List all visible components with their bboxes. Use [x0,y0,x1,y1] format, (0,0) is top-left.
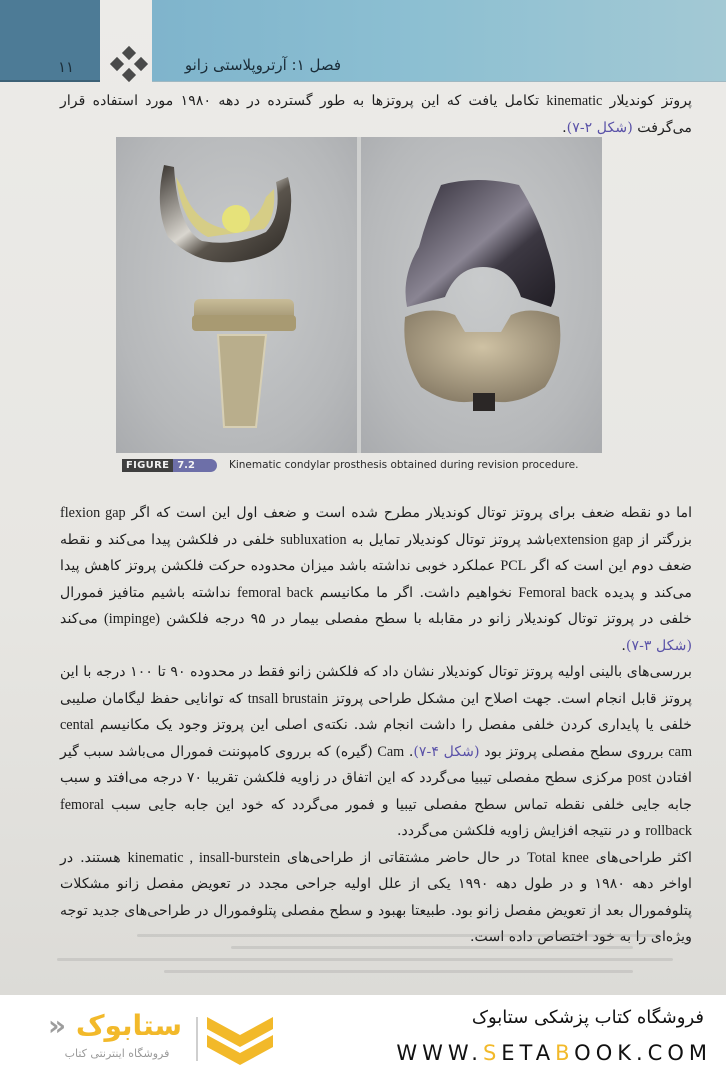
figure-ref-7-3[interactable]: (شکل ۳-۷) [625,637,692,654]
text-segment: بزرگتر از [633,531,692,548]
url-highlight: B [555,1041,575,1065]
logo-wordmark [40,1009,190,1043]
text-segment: خلفی در فلکشن پیدا می‌کند و نقطه ضعف دوم این است که اگر [60,531,692,574]
prosthesis-components-image [116,137,356,453]
intro-end: . [562,119,567,136]
text-segment: هستند. در اواخر دهه ۱۹۸۰ و در طول دهه ۱۹۹۰ یکی از علل اولیه جراحی مجدد در تعویض مفصل زانو مشکلات پتلوفمورال بعد از تعویض مفصل زانو بود. طبیعتا بهبود و سطح مفصلی پتلوفمورال در طراحی‌های جدید توجه ویژه‌ای را به خود اختصاص داده است. [60,849,693,945]
text-segment: نداشته باشیم متافیز فمورال خلفی در پروتز توتال کوندیلار زانو در مقابله با سطح مفصلی بیمار در ۹۵ درجه فلکشن [60,584,692,627]
chevron-logo-icon [205,1013,275,1069]
four-diamond-ornament-icon [112,48,146,80]
term-total-knee: Total knee [527,849,589,866]
figure-ref-7-4[interactable]: (شکل ۴-۷) [413,743,480,760]
text-segment: باشد پروتز توتال کوندیلار تمایل به [346,531,554,548]
paragraph-1 [60,500,692,659]
logo-word-text: ستابوک [75,1009,183,1042]
text-segment: نخواهیم داشت. اگر ما مکانیسم [313,584,519,601]
store-name: فروشگاه کتاب پزشکی ستابوک [471,1007,704,1028]
text-segment: مرکزی سطح مفصلی تیبیا می‌گردد که این اتفاق در زاویه فلکشن تقریبا ۷۰ درجه می‌افتد و سبب جابه جایی خلفی نقطه تماس سطح مفصلی تیبیا و فمور می‌گردد که خود این جابه جایی سبب [60,770,692,813]
term-kinematic-insall: kinematic , insall-burstein [127,849,281,866]
figure-number: 7.2 [173,459,217,472]
text-segment: (گیره) که برروی کامپوننت فمورال می‌باشد سبب گیر افتادن [60,743,692,786]
term-femoral-back: Femoral back [518,584,598,601]
text-segment: در حال حاضر مشتقاتی از طراحی‌های [280,849,528,866]
term-flexion-gap: flexion gap [60,505,126,521]
term-insall-burstein: tnsall brustain [247,690,329,707]
term-cam: Cam [377,743,405,760]
term-extension-gap: extension gap [553,531,634,548]
figure-ref-7-2[interactable]: (شکل ۲-۷) [566,119,633,136]
text-segment: که توانایی حفظ لیگامان صلیبی خلفی یا پایداری کردن خلفی مفصل را داشت انجام شد. نکته‌ی اصلی این پروتز وجود یک مکانیسم [60,690,692,733]
url-part: OOK.COM [574,1041,712,1065]
term-impinge: (impinge) [104,611,160,627]
term-pcl: PCL [500,558,527,574]
url-part: ETA [501,1041,556,1065]
text-segment: اکثر طراحی‌های [588,849,692,866]
photo-assembled-prosthesis [361,137,602,453]
text-segment: . [621,637,626,654]
bleed-through-text [30,925,700,985]
term-kinematic: kinematic [546,93,603,109]
figure-label: FIGURE [122,459,173,472]
chapter-title: فصل ۱: آرتروپلاستی زانو [184,56,341,74]
text-segment: عملکرد خوبی نداشته باشد میزان محدوده حرکت فلکشن پروتز کاهش پیدا می‌کند و پدیده [60,558,693,601]
term-central-cam: cental cam [60,717,693,760]
text-segment: اما دو نقطه ضعف برای پروتز توتال کوندیلار مطرح شده است و ضعف اول این است که اگر [125,505,693,521]
intro-text-2: تکامل یافت که این پروتزها به طور گسترده در دهه ۱۹۸۰ مورد استفاده قرار می‌گرفت [60,93,692,136]
text-segment: بررسی‌های بالینی اولیه پروتز توتال کوندیلار نشان داد که فلکشن زانو فقط در محدوده ۹۰ تا ۱۰۰ درجه با این پروتز قابل انجام است. جهت اصلاح این مشکل طراحی پروتز [60,664,692,707]
assembled-prosthesis-image [361,137,602,453]
double-chevron-icon: « [47,1009,76,1042]
text-segment: برروی سطح مفصلی پروتز بود [479,743,669,760]
text-segment: و در نتیجه افزایش زاویه فلکشن می‌گردد. [396,823,646,839]
intro-paragraph [60,88,692,141]
logo-subtitle: فروشگاه اینترنتی کتاب [64,1047,170,1060]
figure-7-2 [116,137,602,453]
header-left-band [0,0,100,82]
page-number: ۱۱ [58,58,75,76]
url-part: WWW. [396,1041,483,1065]
figure-caption-text: Kinematic condylar prosthesis obtained during revision procedure. [228,459,579,471]
intro-text-1: پروتز کوندیلار [602,93,692,109]
photo-separated-components [116,137,357,453]
figure-caption [122,457,578,473]
text-segment: می‌کند [60,611,105,627]
term-post: post [627,770,652,786]
store-banner[interactable] [0,995,726,1079]
text-segment: . [404,743,414,760]
logo-divider [196,1017,198,1061]
store-url[interactable] [396,1041,712,1065]
url-highlight: S [482,1041,502,1065]
term-subluxation: subluxation [280,531,347,548]
term-femoral-back: femoral back [237,584,314,601]
term-femoral-rollback: femoral rollback [60,796,692,839]
body-text [60,500,692,951]
paragraph-2 [60,659,692,845]
